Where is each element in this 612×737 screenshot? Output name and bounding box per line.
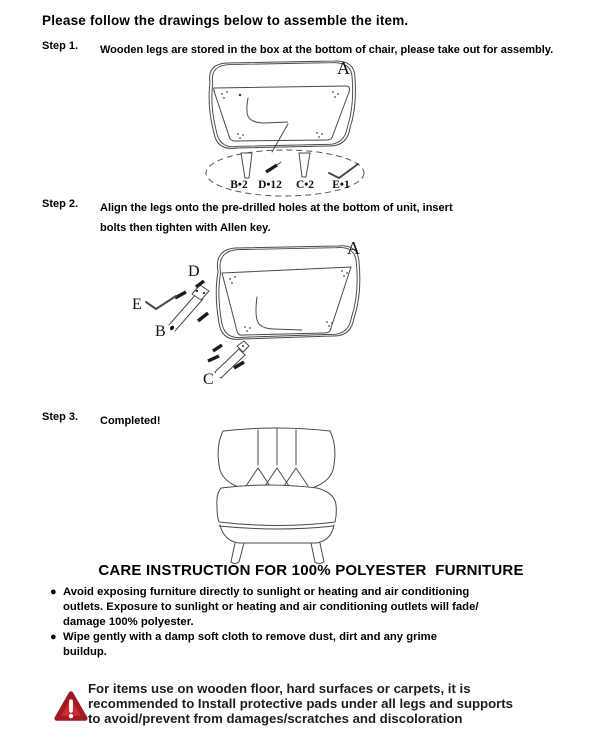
leg-label-c: C: [203, 371, 214, 388]
care-bullet-1-line3: damage 100% polyester.: [63, 616, 194, 628]
screw-hole-dots: [229, 270, 348, 332]
step-2-label: Step 2.: [42, 198, 79, 210]
bottom-panel: [214, 86, 350, 141]
diagram-step3-completed-chair: [190, 421, 365, 569]
bolt-dash: [198, 313, 208, 321]
step-1-label: Step 1.: [42, 40, 79, 52]
tufting-lines: [246, 429, 308, 486]
allen-key-label-e: E: [132, 296, 142, 313]
care-bullet-2-line2: buildup.: [63, 646, 107, 658]
warning-triangle-icon: [52, 688, 90, 726]
care-bullet-list: [50, 585, 550, 660]
bottom-panel: [222, 267, 351, 335]
pointer-curve: [247, 98, 288, 123]
pointer-hole: [288, 120, 292, 124]
leg-b-plate-hole: [203, 292, 205, 294]
chair-bottom-outline-inner: [219, 248, 357, 338]
step-3-label: Step 3.: [42, 411, 79, 423]
leg-c-plate-hole: [242, 345, 244, 347]
step-3-text: Completed!: [100, 415, 161, 427]
bolt-dash: [175, 292, 186, 298]
care-heading: CARE INSTRUCTION FOR 100% POLYESTER FURNITURE: [98, 562, 524, 579]
bolt-dash: [196, 281, 204, 287]
seat-seam: [219, 526, 334, 529]
chair-bottom-outline: [216, 246, 360, 340]
bolt-part-d-tip: [277, 162, 281, 165]
bolt-dash: [208, 356, 219, 361]
care-bullet-2: [50, 630, 550, 660]
seat-cushion: [217, 485, 336, 526]
warning-line1: For items use on wooden floor, hard surfaces or carpets, it is: [88, 681, 471, 696]
pointer-curve: [256, 297, 302, 330]
part-label-c2: C•2: [295, 179, 315, 191]
unit-label-a: A: [347, 238, 360, 258]
page-title: Please follow the drawings below to assemble the item.: [42, 13, 409, 28]
leg-part-c: [299, 153, 310, 177]
part-label-b2: B•2: [230, 179, 248, 191]
bullet-icon: ●: [50, 631, 57, 643]
diagram-step2-leg-assembly: [118, 232, 403, 402]
care-bullet-2-line1: Wipe gently with a damp soft cloth to remove dust, dirt and any grime: [63, 631, 437, 643]
part-label-e1: E•1: [332, 179, 350, 191]
chair-bottom-outline: [209, 61, 355, 148]
unit-label-a: A: [337, 58, 350, 78]
care-bullet-1-line2: outlets. Exposure to sunlight or heating and air conditioning outlets will fade/: [63, 601, 479, 613]
blue-mark-dot: [239, 94, 241, 96]
exclamation-dot: [69, 714, 73, 718]
step-2-text-line2: bolts then tighten with Allen key.: [100, 222, 271, 234]
leg-b-plate-hole: [196, 290, 198, 292]
pointer-hole: [302, 329, 306, 333]
leg-part-b: [241, 153, 252, 178]
care-bullet-1: [50, 585, 550, 630]
bolt-dash: [213, 345, 222, 351]
care-bullet-1-line1: Avoid exposing furniture directly to sunlight or heating and air conditioning: [63, 586, 470, 598]
bolt-part-d: [266, 165, 277, 172]
bolt-label-d: D: [188, 263, 200, 280]
callout-line: [272, 124, 288, 152]
part-label-d12: D•12: [258, 179, 282, 191]
leg-label-b: B: [155, 323, 166, 340]
warning-line3: to avoid/prevent from damages/scratches and discoloration: [88, 711, 463, 727]
bullet-icon: ●: [50, 586, 57, 598]
warning-text: [88, 681, 588, 727]
step-1-text: Wooden legs are stored in the box at the bottom of chair, please take out for assembly.: [100, 44, 554, 56]
allen-key: [146, 296, 176, 309]
diagram-step1-chair-bottom: [182, 52, 377, 204]
allen-key-part-e: [329, 164, 358, 178]
warning-line2: recommended to Install protective pads under all legs and supports: [88, 696, 514, 712]
chair-legs: [231, 543, 324, 564]
step-2-text-line1: Align the legs onto the pre-drilled holes at the bottom of unit, insert: [100, 202, 453, 214]
screw-hole-dots: [221, 91, 339, 139]
